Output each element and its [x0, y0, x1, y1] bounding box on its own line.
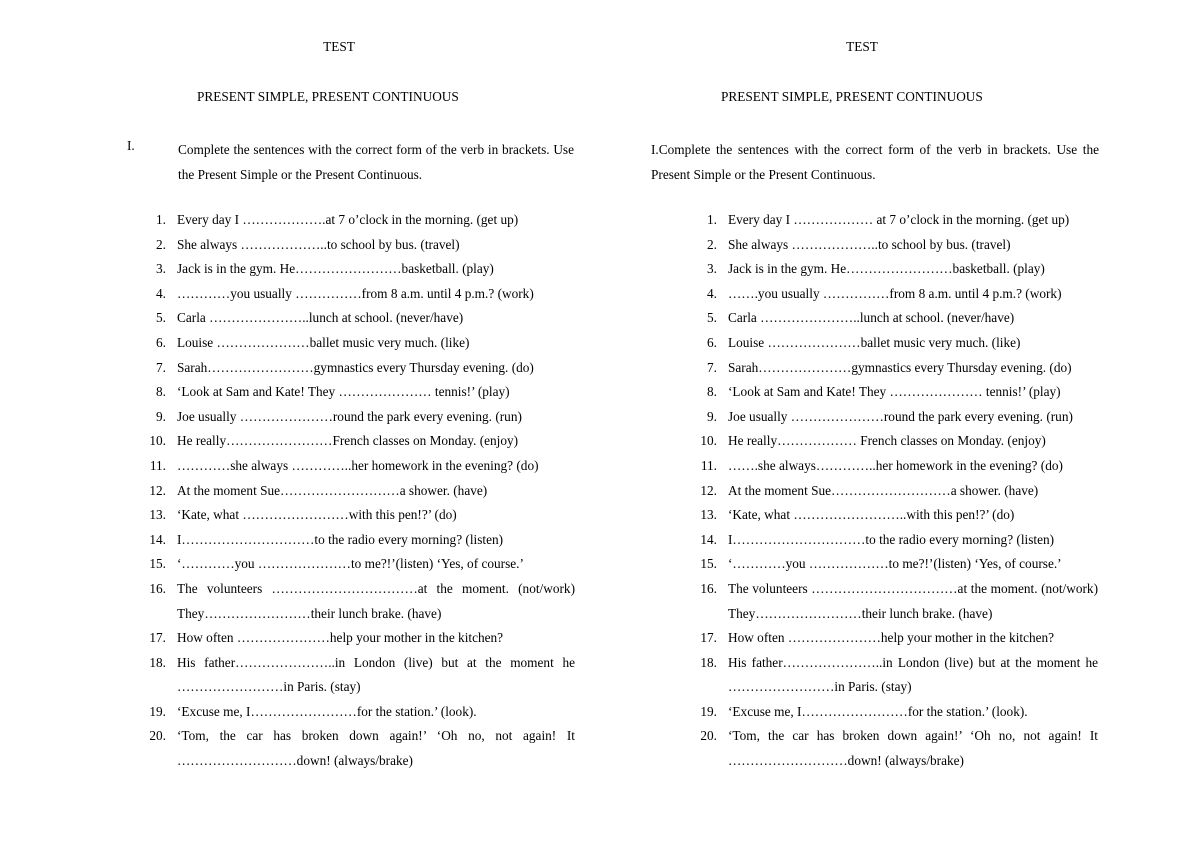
- exercise-list: [700, 208, 1098, 774]
- item-number: 17.: [700, 630, 717, 646]
- exercise-item: [149, 479, 575, 504]
- exercise-item: [700, 700, 1098, 725]
- item-number: 6.: [156, 334, 166, 350]
- item-number: 9.: [156, 408, 166, 424]
- exercise-item: [149, 454, 575, 479]
- exercise-item: [156, 405, 575, 430]
- exercise-item: [156, 356, 575, 381]
- item-number: 15.: [149, 556, 166, 572]
- item-number: 19.: [149, 703, 166, 719]
- exercise-item: [156, 208, 575, 233]
- exercise-item: [707, 331, 1098, 356]
- item-number: 18.: [149, 654, 166, 670]
- item-sentence: …….you usually ……………from 8 a.m. until 4 p.m.? (work): [728, 285, 1062, 301]
- item-number: 16.: [700, 580, 717, 596]
- item-sentence: She always ………………..to school by bus. (travel): [728, 236, 1011, 252]
- item-number: 13.: [700, 507, 717, 523]
- exercise-list: [149, 208, 575, 774]
- item-sentence: …….she always…………..her homework in the evening? (do): [728, 457, 1063, 473]
- exercise-item: [707, 380, 1098, 405]
- item-sentence: Joe usually …………………round the park every evening. (run): [728, 408, 1073, 424]
- item-sentence: At the moment Sue………………………a shower. (have): [728, 482, 1039, 498]
- exercise-item: [700, 528, 1098, 553]
- exercise-item: [700, 577, 1098, 626]
- item-sentence: …………you usually ……………from 8 a.m. until 4 p.m.? (work): [177, 285, 534, 301]
- exercise-item: [156, 380, 575, 405]
- item-sentence: ‘Look at Sam and Kate! They ………………… tennis!’ (play): [177, 384, 510, 400]
- item-number: 9.: [707, 408, 717, 424]
- item-number: 11.: [149, 457, 166, 473]
- item-number: 19.: [700, 703, 717, 719]
- exercise-item: [149, 503, 575, 528]
- item-number: 14.: [700, 531, 717, 547]
- exercise-item: [149, 429, 575, 454]
- item-sentence: Every day I ……………… at 7 o’clock in the morning. (get up): [728, 212, 1070, 227]
- exercise-item: [700, 626, 1098, 651]
- item-number: 10.: [700, 433, 717, 449]
- item-sentence: ‘Kate, what ……………………with this pen!?’ (do): [177, 507, 457, 523]
- item-sentence: Carla …………………..lunch at school. (never/have): [728, 310, 1015, 326]
- item-sentence: ‘…………you …………………to me?!’(listen) ‘Yes, of course.’: [177, 556, 524, 572]
- item-sentence: How often …………………help your mother in the kitchen?: [177, 630, 504, 646]
- item-number: 20.: [149, 728, 166, 744]
- item-sentence: At the moment Sue………………………a shower. (have): [177, 482, 488, 498]
- item-number: 2.: [707, 236, 717, 252]
- exercise-item: [149, 651, 575, 700]
- page-title: TEST: [846, 39, 878, 54]
- exercise-item: [700, 479, 1098, 504]
- item-number: 5.: [156, 310, 166, 326]
- item-sentence: ‘Tom, the car has broken down again!’ ‘Oh no, not again! It ………………………down! (always/brake): [728, 728, 1098, 769]
- item-sentence: Every day I ……………….at 7 o’clock in the morning. (get up): [177, 212, 519, 227]
- item-number: 6.: [707, 334, 717, 350]
- item-sentence: How often …………………help your mother in the kitchen?: [728, 630, 1055, 646]
- item-number: 4.: [707, 285, 717, 301]
- item-number: 12.: [700, 482, 717, 498]
- page-title: TEST: [323, 39, 355, 54]
- exercise-item: [707, 282, 1098, 307]
- exercise-item: [149, 577, 575, 626]
- item-number: 2.: [156, 236, 166, 252]
- item-sentence: Sarah……………………gymnastics every Thursday evening. (do): [177, 359, 534, 375]
- item-number: 14.: [149, 531, 166, 547]
- item-number: 18.: [700, 654, 717, 670]
- item-number: 3.: [156, 261, 166, 277]
- item-number: 13.: [149, 507, 166, 523]
- item-sentence: She always ………………..to school by bus. (travel): [177, 236, 460, 252]
- item-number: 16.: [149, 580, 166, 596]
- exercise-item: [149, 528, 575, 553]
- exercise-item: [156, 233, 575, 258]
- item-number: 15.: [700, 556, 717, 572]
- exercise-item: [707, 233, 1098, 258]
- instruction-text: Complete the sentences with the correct form of the verb in brackets. Use the Present Simple or the Present Continuous.: [178, 142, 574, 182]
- exercise-item: [156, 282, 575, 307]
- exercise-item: [149, 724, 575, 773]
- exercise-item: [700, 724, 1098, 773]
- exercise-item: [707, 356, 1098, 381]
- item-sentence: He really……………………French classes on Monday. (enjoy): [177, 433, 519, 449]
- item-number: 4.: [156, 285, 166, 301]
- item-number: 7.: [156, 359, 166, 375]
- exercise-item: [156, 257, 575, 282]
- item-number: 1.: [156, 212, 166, 227]
- exercise-item: [156, 331, 575, 356]
- item-number: 20.: [700, 728, 717, 744]
- item-sentence: His father…………………..in London (live) but at the moment he ……………………in Paris. (stay): [177, 654, 575, 695]
- item-sentence: Joe usually …………………round the park every evening. (run): [177, 408, 522, 424]
- item-sentence: …………she always …………..her homework in the evening? (do): [177, 457, 539, 473]
- exercise-item: [700, 429, 1098, 454]
- item-number: 10.: [149, 433, 166, 449]
- item-sentence: ‘Tom, the car has broken down again!’ ‘Oh no, not again! It ………………………down! (always/brake): [177, 728, 575, 769]
- item-number: 11.: [700, 457, 717, 473]
- item-sentence: ‘Excuse me, I……………………for the station.’ (look).: [177, 703, 477, 719]
- item-number: 17.: [149, 630, 166, 646]
- exercise-item: [707, 257, 1098, 282]
- exercise-item: [700, 651, 1098, 700]
- item-number: 12.: [149, 482, 166, 498]
- item-sentence: The volunteers ……………………………at the moment. (not/work) They……………………their lunch brake. (have): [728, 580, 1098, 621]
- item-sentence: ‘…………you ………………to me?!’(listen) ‘Yes, of course.’: [728, 556, 1062, 572]
- exercise-item: [700, 503, 1098, 528]
- item-sentence: I…………………………to the radio every morning? (listen): [728, 531, 1055, 547]
- exercise-item: [149, 626, 575, 651]
- item-number: 3.: [707, 261, 717, 277]
- item-sentence: The volunteers ……………………………at the moment. (not/work) They……………………their lunch brake. (have): [177, 580, 575, 621]
- page-subtitle: PRESENT SIMPLE, PRESENT CONTINUOUS: [721, 89, 983, 104]
- item-sentence: Jack is in the gym. He……………………basketball. (play): [728, 261, 1045, 277]
- item-sentence: Sarah…………………gymnastics every Thursday evening. (do): [728, 359, 1072, 375]
- item-number: 8.: [156, 384, 166, 400]
- item-sentence: He really……………… French classes on Monday. (enjoy): [728, 433, 1046, 449]
- exercise-item: [149, 700, 575, 725]
- item-sentence: ‘Excuse me, I……………………for the station.’ (look).: [728, 703, 1028, 719]
- item-number: 8.: [707, 384, 717, 400]
- item-sentence: ‘Look at Sam and Kate! They ………………… tennis!’ (play): [728, 384, 1061, 400]
- item-number: 1.: [707, 212, 717, 227]
- instruction-number: I.: [127, 138, 135, 153]
- exercise-item: [149, 552, 575, 577]
- item-sentence: Louise …………………ballet music very much. (like): [177, 334, 470, 350]
- item-sentence: I…………………………to the radio every morning? (listen): [177, 531, 504, 547]
- item-sentence: ‘Kate, what ……………………..with this pen!?’ (do): [728, 507, 1015, 523]
- exercise-item: [156, 306, 575, 331]
- exercise-item: [707, 208, 1098, 233]
- instruction-text: I.Complete the sentences with the correct form of the verb in brackets. Use the Present Simple or the Present Continuous.: [651, 142, 1099, 182]
- item-sentence: Jack is in the gym. He……………………basketball. (play): [177, 261, 494, 277]
- item-number: 7.: [707, 359, 717, 375]
- exercise-item: [700, 552, 1098, 577]
- item-number: 5.: [707, 310, 717, 326]
- page-subtitle: PRESENT SIMPLE, PRESENT CONTINUOUS: [197, 89, 459, 104]
- item-sentence: Louise …………………ballet music very much. (like): [728, 334, 1021, 350]
- exercise-item: [707, 405, 1098, 430]
- item-sentence: His father…………………..in London (live) but at the moment he ……………………in Paris. (stay): [728, 654, 1098, 695]
- exercise-item: [707, 306, 1098, 331]
- right-test-page: [600, 0, 1200, 849]
- item-sentence: Carla …………………..lunch at school. (never/have): [177, 310, 464, 326]
- exercise-item: [700, 454, 1098, 479]
